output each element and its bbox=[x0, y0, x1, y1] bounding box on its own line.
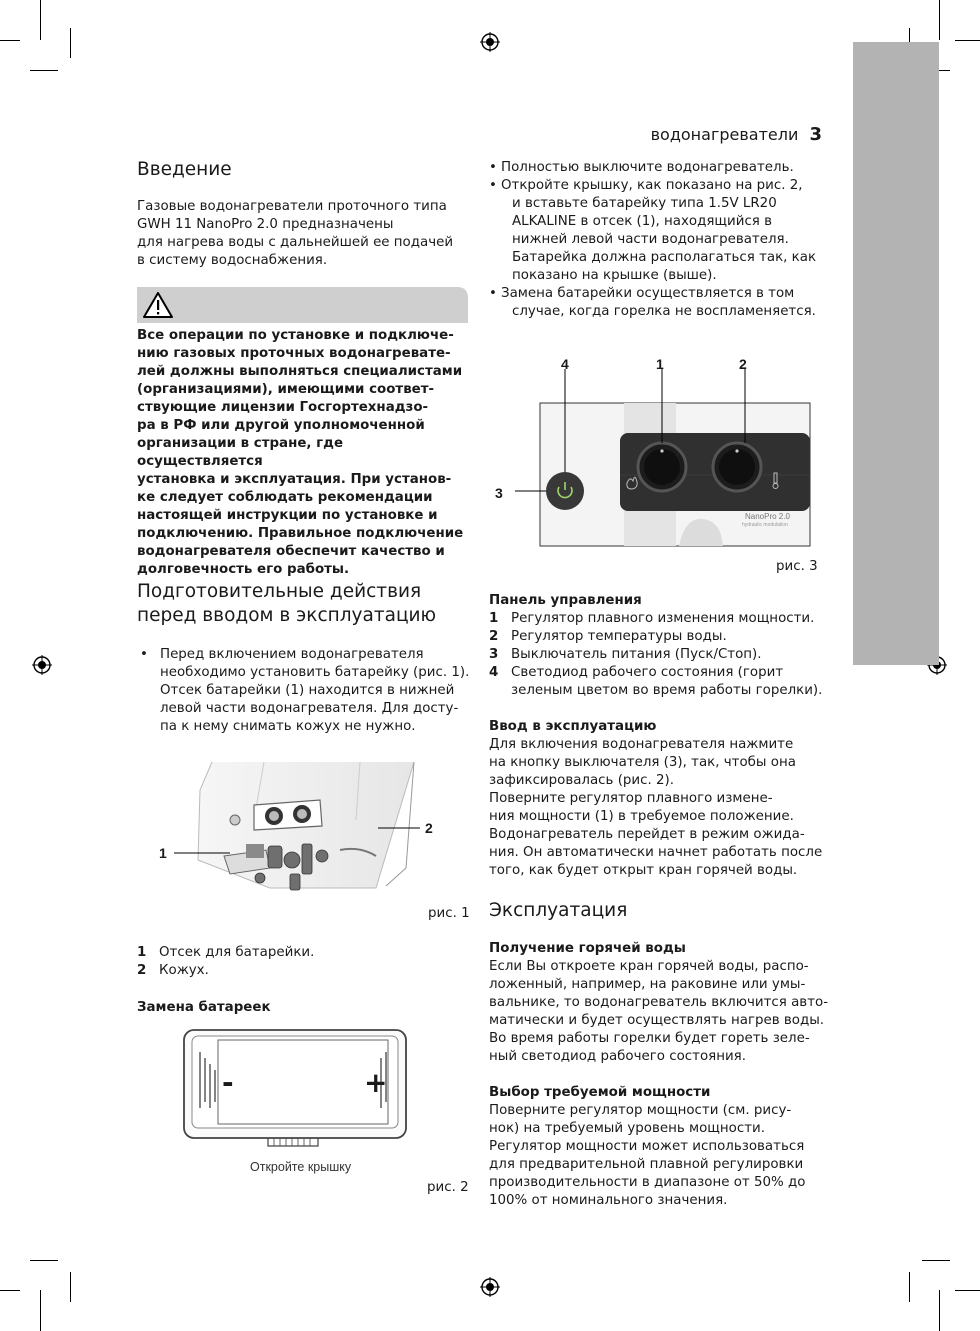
text-line: производительности в диапазоне от 50% до bbox=[489, 1175, 806, 1190]
text-line: Водонагреватель перейдет в режим ожида- bbox=[489, 827, 805, 842]
text-line: ный светодиод рабочего состояния. bbox=[489, 1049, 746, 1064]
panel-title: Панель управления bbox=[489, 593, 642, 608]
prep-bullet bbox=[137, 646, 472, 736]
fig1-legend bbox=[137, 944, 467, 980]
text-line: ния. Он автоматически начнет работать после bbox=[489, 845, 823, 860]
operation-title: Эксплуатация bbox=[489, 900, 628, 921]
legend-item bbox=[137, 944, 467, 962]
legend-item bbox=[137, 962, 467, 980]
crop-mark bbox=[40, 1290, 41, 1331]
prep-title bbox=[137, 580, 467, 628]
commissioning-title: Ввод в эксплуатацию bbox=[489, 719, 657, 734]
text-line: Перед включением водонагревателя bbox=[160, 647, 424, 662]
text-line: вальнике, то водонагреватель включится авто- bbox=[489, 995, 829, 1010]
bullet-marker: • bbox=[489, 178, 497, 193]
legend-number: 1 bbox=[489, 611, 499, 626]
fig1-callout-1: 1 bbox=[159, 845, 167, 861]
figure-2-battery-cover bbox=[178, 1028, 410, 1178]
text-line: в систему водоснабжения. bbox=[137, 253, 328, 268]
fig2-caption: рис. 2 bbox=[427, 1180, 469, 1195]
bullet-item bbox=[489, 285, 829, 321]
text-line: нию газовых проточных водонагревате- bbox=[137, 346, 451, 361]
crop-mark bbox=[40, 0, 41, 40]
figure-1-heater-bottom bbox=[150, 760, 468, 905]
power-section bbox=[489, 1084, 834, 1210]
text-line: долговечность его работы. bbox=[137, 562, 350, 577]
warning-bar bbox=[137, 287, 468, 323]
bullet-marker: • bbox=[140, 647, 148, 662]
text-line: Замена батарейки осуществляется в том bbox=[501, 286, 795, 301]
legend-number: 1 bbox=[137, 945, 147, 960]
text-line: ке следует соблюдать рекомендации bbox=[137, 490, 433, 505]
text-line: перед вводом в эксплуатацию bbox=[137, 605, 437, 626]
fig3-callout-4: 4 bbox=[561, 356, 569, 372]
text-line: па к нему снимать кожух не нужно. bbox=[160, 719, 416, 734]
text-line: и вставьте батарейку типа 1.5V LR20 bbox=[512, 196, 777, 211]
text-line: Поверните регулятор плавного измене- bbox=[489, 791, 773, 806]
fig3-callout-1: 1 bbox=[656, 356, 664, 372]
text-line: организации в стране, где осуществляется bbox=[137, 436, 344, 469]
text-line: Во время работы горелки будет гореть зеле- bbox=[489, 1031, 810, 1046]
text-line: Откройте крышку, как показано на рис. 2, bbox=[501, 178, 803, 193]
fig3-callout-2: 2 bbox=[739, 356, 747, 372]
text-line: установка и эксплуатация. При установ- bbox=[137, 472, 452, 487]
crop-mark bbox=[30, 70, 58, 71]
legend-text: Регулятор плавного изменения мощности. bbox=[511, 611, 815, 626]
battery-plus: + bbox=[364, 1066, 388, 1099]
legend-text: зеленым цветом во время работы горелки). bbox=[511, 683, 823, 698]
legend-text: Выключатель питания (Пуск/Стоп). bbox=[511, 647, 762, 662]
crop-mark bbox=[70, 1272, 71, 1302]
text-line: GWH 11 NanoPro 2.0 предназначены bbox=[137, 217, 394, 232]
crop-mark bbox=[922, 1260, 950, 1261]
text-line: нок) на требуемый уровень мощности. bbox=[489, 1121, 765, 1136]
text-line: левой части водонагревателя. Для досту- bbox=[160, 701, 459, 716]
power-title: Выбор требуемой мощности bbox=[489, 1085, 711, 1100]
battery-steps bbox=[489, 159, 829, 321]
legend-text: Светодиод рабочего состояния (горит bbox=[511, 665, 784, 680]
legend-text: Кожух. bbox=[159, 963, 209, 978]
crop-mark bbox=[70, 28, 71, 58]
text-line: показано на крышке (выше). bbox=[512, 268, 717, 283]
text-line: Если Вы откроете кран горячей воды, распо- bbox=[489, 959, 809, 974]
control-panel-section bbox=[489, 592, 829, 700]
legend-item bbox=[489, 664, 829, 700]
text-line: для нагрева воды с дальнейшей ее подачей bbox=[137, 235, 454, 250]
text-line: того, как будет открыт кран горячей воды. bbox=[489, 863, 798, 878]
registration-mark-icon bbox=[32, 655, 52, 675]
registration-mark-icon bbox=[480, 32, 500, 52]
text-line: ALKALINE в отсек (1), находящийся в bbox=[512, 214, 773, 229]
fig3-brand-sub: hydraulic modulation bbox=[742, 522, 788, 528]
fig1-caption: рис. 1 bbox=[428, 906, 470, 921]
legend-item bbox=[489, 646, 829, 664]
fig3-caption: рис. 3 bbox=[776, 559, 818, 574]
text-line: (организациями), имеющими соответ- bbox=[137, 382, 435, 397]
text-line: ложенный, например, на раковине или умы- bbox=[489, 977, 806, 992]
text-line: ния мощности (1) в требуемое положение. bbox=[489, 809, 794, 824]
text-line: ра в РФ или другой уполномоченной bbox=[137, 418, 425, 433]
crop-mark bbox=[955, 40, 980, 41]
side-tab bbox=[853, 42, 939, 665]
legend-text: Отсек для батарейки. bbox=[159, 945, 315, 960]
header-section: водонагреватели bbox=[650, 125, 799, 144]
crop-mark bbox=[0, 40, 20, 41]
fig3-callout-3: 3 bbox=[495, 485, 503, 501]
battery-minus: - bbox=[222, 1066, 234, 1099]
crop-mark bbox=[30, 1260, 58, 1261]
running-header bbox=[600, 124, 822, 145]
legend-item bbox=[489, 628, 829, 646]
hot-water-section bbox=[489, 940, 834, 1066]
fig3-brand: NanoPro 2.0 bbox=[745, 512, 790, 521]
text-line: нижней левой части водонагревателя. bbox=[512, 232, 789, 247]
page-number: 3 bbox=[809, 124, 822, 145]
crop-mark bbox=[909, 1272, 910, 1302]
text-line: подключению. Правильное подключение bbox=[137, 526, 464, 541]
legend-text: Регулятор температуры воды. bbox=[511, 629, 727, 644]
legend-number: 3 bbox=[489, 647, 499, 662]
fig1-callout-2: 2 bbox=[425, 820, 433, 836]
legend-number: 4 bbox=[489, 665, 499, 680]
cover-instruction: Откройте крышку bbox=[250, 1160, 352, 1174]
text-line: Газовые водонагреватели проточного типа bbox=[137, 199, 447, 214]
text-line: Отсек батарейки (1) находится в нижней bbox=[160, 683, 455, 698]
bullet-item bbox=[489, 159, 829, 177]
registration-mark-icon bbox=[480, 1277, 500, 1297]
crop-mark bbox=[939, 0, 940, 40]
text-line: для предварительной плавной регулировки bbox=[489, 1157, 804, 1172]
battery-title: Замена батареек bbox=[137, 1000, 271, 1015]
text-line: необходимо установить батарейку (рис. 1). bbox=[160, 665, 470, 680]
text-line: Полностью выключите водонагреватель. bbox=[501, 160, 794, 175]
crop-mark bbox=[939, 1290, 940, 1331]
warning-text bbox=[137, 327, 472, 579]
bullet-marker: • bbox=[489, 160, 497, 175]
text-line: случае, когда горелка не воспламеняется. bbox=[512, 304, 816, 319]
text-line: лей должны выполняться специалистами bbox=[137, 364, 463, 379]
text-line: Подготовительные действия bbox=[137, 581, 422, 602]
intro-title: Введение bbox=[137, 159, 232, 180]
text-line: зафиксировалась (рис. 2). bbox=[489, 773, 674, 788]
bullet-item bbox=[489, 177, 829, 285]
text-line: ствующие лицензии Госгортехнадзо- bbox=[137, 400, 429, 415]
text-line: водонагревателя обеспечит качество и bbox=[137, 544, 445, 559]
crop-mark bbox=[955, 1290, 980, 1291]
text-line: Для включения водонагревателя нажмите bbox=[489, 737, 794, 752]
text-line: матически и будет осуществлять нагрев воды. bbox=[489, 1013, 825, 1028]
commissioning-section bbox=[489, 718, 834, 880]
text-line: настоящей инструкции по установке и bbox=[137, 508, 438, 523]
legend-number: 2 bbox=[137, 963, 147, 978]
text-line: Все операции по установке и подключе- bbox=[137, 328, 454, 343]
crop-mark bbox=[0, 1290, 20, 1291]
legend-item bbox=[489, 610, 829, 628]
text-line: Батарейка должна располагаться так, как bbox=[512, 250, 817, 265]
bullet-marker: • bbox=[489, 286, 497, 301]
legend-number: 2 bbox=[489, 629, 499, 644]
hot-water-title: Получение горячей воды bbox=[489, 941, 686, 956]
text-line: Регулятор мощности может использоваться bbox=[489, 1139, 805, 1154]
text-line: на кнопку выключателя (3), так, чтобы она bbox=[489, 755, 796, 770]
text-line: Поверните регулятор мощности (см. рису- bbox=[489, 1103, 792, 1118]
intro-text bbox=[137, 198, 467, 270]
text-line: 100% от номинального значения. bbox=[489, 1193, 728, 1208]
